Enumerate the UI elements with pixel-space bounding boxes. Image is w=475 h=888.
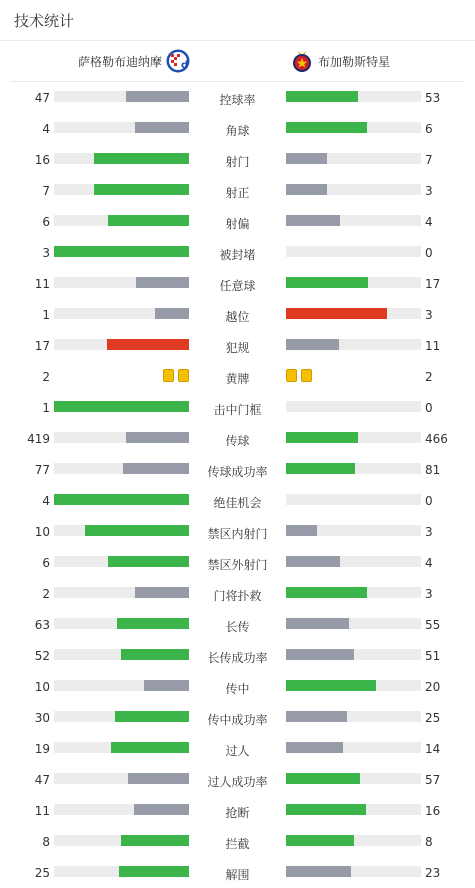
home-stat-bar-fill	[117, 618, 189, 629]
stat-label: 抢断	[225, 806, 250, 820]
home-stat-value: 1	[42, 401, 50, 415]
away-stat-bar-fill	[286, 866, 351, 877]
away-stat-value: 4	[425, 556, 433, 570]
svg-text:d: d	[181, 60, 189, 71]
stat-row	[0, 857, 475, 888]
home-stat-bar	[54, 432, 189, 443]
away-stat-bar	[286, 91, 421, 102]
home-stat-value: 10	[34, 680, 50, 694]
stat-row	[0, 299, 475, 330]
away-stat-bar	[286, 215, 421, 226]
home-stat-bar-fill	[121, 835, 189, 846]
away-stat-value: 53	[425, 91, 441, 105]
yellow-card-icon	[178, 369, 189, 382]
stat-label: 犯规	[225, 341, 250, 355]
away-stat-bar-fill	[286, 773, 360, 784]
teams-header	[10, 41, 465, 82]
home-stat-value: 11	[34, 804, 50, 818]
yellow-card-icon	[286, 369, 297, 382]
home-stat-value: 1	[42, 308, 50, 322]
stat-label: 传中	[225, 682, 250, 696]
stat-row	[0, 237, 475, 268]
page-title: 技术统计	[0, 0, 475, 41]
home-stat-value: 8	[42, 835, 50, 849]
home-stat-bar	[54, 246, 189, 257]
away-stat-value: 8	[425, 835, 433, 849]
home-stat-bar-fill	[111, 742, 189, 753]
stat-row	[0, 330, 475, 361]
home-yellow-cards	[163, 369, 189, 382]
away-stat-bar	[286, 122, 421, 133]
stat-label: 绝佳机会	[213, 496, 262, 510]
away-stat-bar	[286, 463, 421, 474]
home-stat-bar-fill	[135, 587, 189, 598]
away-stat-value: 14	[425, 742, 441, 756]
away-stat-value: 23	[425, 866, 441, 880]
home-stat-value: 7	[42, 184, 50, 198]
home-team-name: 萨格勒布迪纳摩	[77, 54, 162, 69]
stat-row	[0, 113, 475, 144]
away-stat-value: 3	[425, 184, 433, 198]
away-stat-bar	[286, 556, 421, 567]
away-stat-bar-fill	[286, 153, 327, 164]
away-stat-value: 2	[425, 370, 433, 384]
home-stat-bar	[54, 91, 189, 102]
stat-row	[0, 82, 475, 113]
home-stat-value: 52	[34, 649, 50, 663]
stat-label: 门将扑救	[213, 589, 262, 603]
stat-row	[0, 733, 475, 764]
stat-row	[0, 547, 475, 578]
home-stat-value: 2	[42, 587, 50, 601]
home-stat-bar-fill	[54, 401, 189, 412]
fcsb-logo-icon	[290, 49, 314, 73]
stat-row	[0, 485, 475, 516]
away-stat-value: 3	[425, 525, 433, 539]
yellow-card-icon	[301, 369, 312, 382]
home-stat-bar-fill	[85, 525, 189, 536]
home-stat-bar-fill	[126, 91, 189, 102]
home-stat-bar-fill	[135, 122, 189, 133]
home-stat-bar	[54, 649, 189, 660]
stat-label: 禁区内射门	[207, 527, 268, 541]
stat-row	[0, 795, 475, 826]
stat-label: 过人成功率	[207, 775, 268, 789]
stat-label: 任意球	[219, 279, 256, 293]
home-stat-bar-fill	[115, 711, 189, 722]
away-stat-bar-fill	[286, 339, 339, 350]
home-stat-value: 6	[42, 215, 50, 229]
stat-row	[0, 826, 475, 857]
away-stat-bar-fill	[286, 835, 354, 846]
away-stat-bar	[286, 773, 421, 784]
stat-label: 传中成功率	[207, 713, 268, 727]
stat-label: 黄牌	[225, 372, 250, 386]
home-stat-bar	[54, 401, 189, 412]
away-stat-value: 3	[425, 587, 433, 601]
stat-label: 射偏	[225, 217, 250, 231]
away-stat-bar	[286, 494, 421, 505]
home-stat-bar-fill	[54, 246, 189, 257]
home-stat-value: 17	[34, 339, 50, 353]
home-stat-bar	[54, 339, 189, 350]
away-stat-bar-fill	[286, 587, 367, 598]
stat-row	[0, 764, 475, 795]
home-stat-bar-fill	[108, 215, 189, 226]
stat-row	[0, 361, 475, 392]
away-stat-bar-fill	[286, 91, 358, 102]
home-stat-bar-fill	[128, 773, 189, 784]
stat-row	[0, 640, 475, 671]
home-stat-bar	[54, 215, 189, 226]
away-stat-bar	[286, 711, 421, 722]
home-stat-value: 19	[34, 742, 50, 756]
home-stat-bar	[54, 680, 189, 691]
home-stat-bar-fill	[108, 556, 189, 567]
stat-label: 拦截	[225, 837, 250, 851]
away-stat-bar-fill	[286, 308, 387, 319]
home-stat-value: 2	[42, 370, 50, 384]
stat-label: 长传成功率	[207, 651, 268, 665]
home-stat-bar-fill	[134, 804, 189, 815]
home-stat-value: 63	[34, 618, 50, 632]
dinamo-zagreb-logo-icon	[166, 49, 190, 73]
away-stat-bar-fill	[286, 618, 349, 629]
stat-label: 解围	[225, 868, 250, 882]
home-stat-bar	[54, 308, 189, 319]
away-stat-bar-fill	[286, 525, 317, 536]
away-stat-bar-fill	[286, 742, 343, 753]
stat-row	[0, 206, 475, 237]
away-team[interactable]	[290, 41, 390, 81]
away-stat-bar	[286, 742, 421, 753]
away-stat-bar-fill	[286, 215, 340, 226]
home-stat-bar-fill	[54, 494, 189, 505]
home-stat-bar-fill	[107, 339, 189, 350]
stat-label: 被封堵	[219, 248, 256, 262]
away-stat-bar-fill	[286, 277, 368, 288]
stat-row	[0, 392, 475, 423]
away-stat-bar-fill	[286, 122, 367, 133]
away-stat-value: 17	[425, 277, 441, 291]
stat-row	[0, 175, 475, 206]
stat-label: 过人	[225, 744, 250, 758]
home-stat-bar	[54, 587, 189, 598]
away-team-name: 布加勒斯特星	[318, 54, 391, 69]
home-stat-value: 47	[34, 91, 50, 105]
home-stat-bar-fill	[126, 432, 189, 443]
stat-row	[0, 609, 475, 640]
home-stat-bar-fill	[94, 184, 189, 195]
away-stat-value: 0	[425, 246, 433, 260]
home-stat-value: 3	[42, 246, 50, 260]
stat-label: 长传	[225, 620, 250, 634]
home-stat-bar	[54, 494, 189, 505]
home-stat-bar	[54, 277, 189, 288]
away-stat-bar-fill	[286, 804, 366, 815]
home-stat-value: 419	[27, 432, 50, 446]
home-stat-bar-fill	[123, 463, 189, 474]
stat-label: 控球率	[219, 93, 256, 107]
home-stat-bar	[54, 122, 189, 133]
stat-label: 射门	[225, 155, 250, 169]
away-stat-value: 51	[425, 649, 441, 663]
away-stat-bar-fill	[286, 680, 376, 691]
away-stat-bar	[286, 525, 421, 536]
away-stat-value: 16	[425, 804, 441, 818]
away-stat-bar	[286, 339, 421, 350]
away-stat-bar-fill	[286, 432, 358, 443]
stats-list	[0, 82, 475, 888]
stat-row	[0, 423, 475, 454]
away-stat-value: 4	[425, 215, 433, 229]
away-stat-bar	[286, 432, 421, 443]
away-stat-bar	[286, 246, 421, 257]
stat-row	[0, 671, 475, 702]
away-stat-value: 7	[425, 153, 433, 167]
home-stat-bar	[54, 463, 189, 474]
home-stat-value: 4	[42, 494, 50, 508]
away-stat-value: 0	[425, 401, 433, 415]
home-stat-bar	[54, 866, 189, 877]
home-stat-value: 25	[34, 866, 50, 880]
away-stat-value: 55	[425, 618, 441, 632]
home-stat-bar	[54, 525, 189, 536]
home-stat-bar-fill	[121, 649, 189, 660]
home-stat-value: 47	[34, 773, 50, 787]
stat-label: 射正	[225, 186, 250, 200]
home-stat-value: 4	[42, 122, 50, 136]
home-stat-bar	[54, 711, 189, 722]
stat-row	[0, 702, 475, 733]
away-stat-bar	[286, 401, 421, 412]
stat-row	[0, 516, 475, 547]
stat-label: 禁区外射门	[207, 558, 268, 572]
away-stat-bar-fill	[286, 649, 354, 660]
away-stat-value: 57	[425, 773, 441, 787]
away-stat-bar	[286, 184, 421, 195]
home-stat-bar-fill	[155, 308, 189, 319]
away-stat-bar	[286, 587, 421, 598]
home-stat-bar	[54, 618, 189, 629]
away-stat-bar	[286, 618, 421, 629]
home-stat-bar-fill	[94, 153, 189, 164]
away-stat-value: 3	[425, 308, 433, 322]
home-stat-bar	[54, 773, 189, 784]
home-stat-value: 6	[42, 556, 50, 570]
home-stat-value: 16	[34, 153, 50, 167]
home-stat-value: 10	[34, 525, 50, 539]
away-stat-value: 81	[425, 463, 441, 477]
stat-label: 传球	[225, 434, 250, 448]
home-stat-value: 30	[34, 711, 50, 725]
stat-row	[0, 144, 475, 175]
away-stat-bar	[286, 835, 421, 846]
away-stat-bar	[286, 680, 421, 691]
stat-row	[0, 578, 475, 609]
home-stat-bar	[54, 742, 189, 753]
home-stat-bar	[54, 556, 189, 567]
home-stat-value: 77	[34, 463, 50, 477]
away-stat-bar-fill	[286, 184, 327, 195]
home-stat-bar	[54, 184, 189, 195]
away-stat-bar-fill	[286, 556, 340, 567]
stat-row	[0, 268, 475, 299]
home-stat-bar	[54, 153, 189, 164]
stat-label: 击中门框	[213, 403, 262, 417]
away-yellow-cards	[286, 369, 312, 382]
away-stat-value: 20	[425, 680, 441, 694]
away-stat-bar	[286, 277, 421, 288]
away-stat-value: 6	[425, 122, 433, 136]
home-stat-bar-fill	[136, 277, 189, 288]
away-stat-bar	[286, 866, 421, 877]
home-stat-bar-fill	[119, 866, 189, 877]
away-stat-value: 25	[425, 711, 441, 725]
stat-label: 越位	[225, 310, 250, 324]
away-stat-value: 466	[425, 432, 448, 446]
stat-label: 角球	[225, 124, 250, 138]
yellow-card-icon	[163, 369, 174, 382]
away-stat-bar-fill	[286, 711, 347, 722]
away-stat-bar	[286, 804, 421, 815]
home-stat-value: 11	[34, 277, 50, 291]
home-stat-bar	[54, 835, 189, 846]
away-stat-bar	[286, 153, 421, 164]
stat-row	[0, 454, 475, 485]
away-stat-value: 0	[425, 494, 433, 508]
away-stat-value: 11	[425, 339, 441, 353]
home-stat-bar	[54, 804, 189, 815]
home-team[interactable]	[78, 41, 190, 81]
away-stat-bar	[286, 649, 421, 660]
away-stat-bar-fill	[286, 463, 355, 474]
home-stat-bar-fill	[144, 680, 189, 691]
away-stat-bar	[286, 308, 421, 319]
stat-label: 传球成功率	[207, 465, 268, 479]
